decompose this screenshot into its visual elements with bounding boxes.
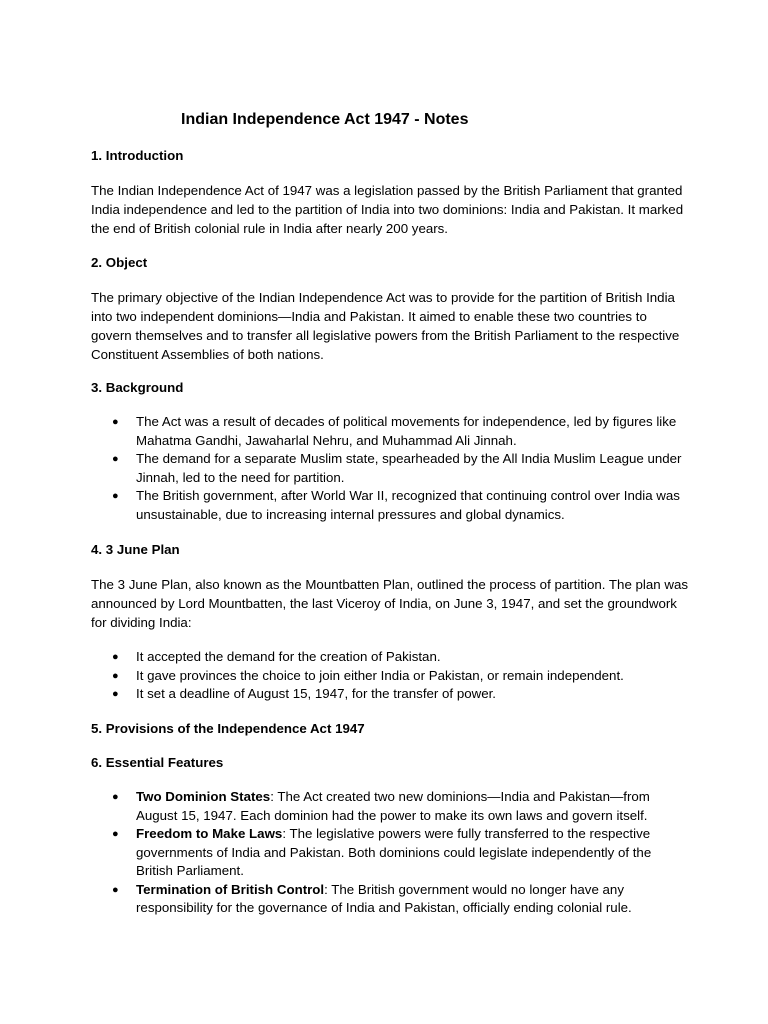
- paragraph-introduction: The Indian Independence Act of 1947 was a legislation passed by the British Parliament that granted India independence and led to the partition of India into two dominions: India and Pakistan. It marked the end of British colonial rule in India after nearly 200 years.: [91, 183, 684, 236]
- paragraph-object: The primary objective of the Indian Independence Act was to provide for the partition of British India into two independent dominions—India and Pakistan. It aimed to enable these two countries to govern themselves and to transfer all legislative powers from the British Parliament to the respective Constituent Assemblies of both nations.: [91, 290, 680, 362]
- feature-description: : The Act created two new dominions—India and Pakistan—from August 15, 1947. Each dominion had the power to make its own laws and govern itself.: [136, 789, 650, 823]
- feature-description: : The British government would no longer have any responsibility for the governance of India and Pakistan, officially ending colonial rule.: [136, 881, 632, 915]
- heading-introduction: 1. Introduction: [91, 148, 184, 163]
- list-item: [91, 788, 691, 825]
- bullet-icon: ●: [112, 791, 119, 803]
- bullet-icon: ●: [112, 651, 119, 663]
- heading-june-plan: 4. 3 June Plan: [91, 542, 180, 557]
- feature-term: Two Dominion States: [136, 789, 271, 804]
- list-item: [91, 881, 691, 918]
- heading-essential-features: 6. Essential Features: [91, 755, 224, 770]
- list-item: ● It gave provinces the choice to join either India or Pakistan, or remain independent.: [91, 667, 691, 686]
- bullet-icon: ●: [112, 883, 119, 896]
- heading-background: 3. Background: [91, 380, 184, 395]
- list-item: ● It accepted the demand for the creation of Pakistan.: [91, 648, 691, 667]
- feature-term: Termination of British Control: [136, 881, 325, 897]
- heading-provisions: 5. Provisions of the Independence Act 1947: [91, 721, 365, 736]
- list-june-plan: [91, 648, 691, 704]
- feature-term: Freedom to Make Laws: [136, 826, 283, 841]
- list-item: ● The Act was a result of decades of political movements for independence, led by figures like Mahatma Gandhi, Jawaharlal Nehru, and Muhammad Ali Jinnah.: [112, 414, 677, 448]
- bullet-icon: ●: [112, 490, 119, 502]
- bullet-icon: ●: [112, 828, 119, 840]
- list-item: ● The British government, after World War II, recognized that continuing control over India was unsustainable, due to increasing internal pressures and global dynamics.: [112, 488, 680, 522]
- document-title: Indian Independence Act 1947 - Notes: [181, 111, 469, 128]
- feature-description: : The legislative powers were fully transferred to the respective governments of India and Pakistan. Both dominions could legislate independently of the British Parliament.: [136, 826, 652, 878]
- list-essential-features: [91, 788, 691, 918]
- list-item: [91, 825, 691, 881]
- bullet-icon: ●: [112, 453, 119, 465]
- bullet-icon: ●: [112, 416, 119, 428]
- list-background: [91, 413, 691, 524]
- list-item: ● It set a deadline of August 15, 1947, for the transfer of power.: [91, 685, 691, 704]
- heading-object: 2. Object: [91, 255, 148, 270]
- bullet-icon: ●: [112, 688, 119, 700]
- paragraph-june-plan: The 3 June Plan, also known as the Mountbatten Plan, outlined the process of partition. The plan was announced by Lord Mountbatten, the last Viceroy of India, on June 3, 1947, and set the groundwork for dividing India:: [91, 577, 689, 630]
- bullet-icon: ●: [112, 669, 119, 682]
- list-item: ● The demand for a separate Muslim state, spearheaded by the All India Muslim League under Jinnah, led to the need for partition.: [112, 451, 682, 485]
